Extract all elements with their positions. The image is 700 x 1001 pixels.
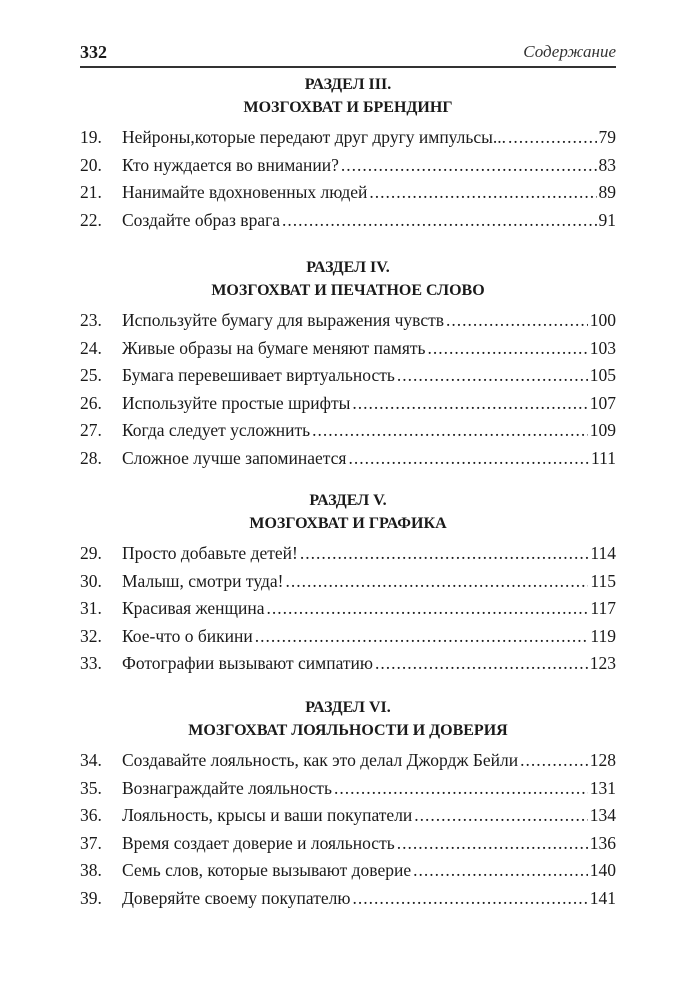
page-number: 332 [80, 42, 107, 62]
entry-page: 83 [598, 154, 616, 175]
entry-page: 115 [590, 570, 616, 591]
entry-page: 134 [589, 805, 616, 826]
entry-page: 136 [589, 832, 616, 853]
entry-page: 79 [598, 127, 616, 147]
section-title: МОЗГОХВАТ И ГРАФИКА [249, 515, 447, 532]
entry-number: 23. [80, 310, 102, 330]
toc-entry[interactable] [80, 393, 616, 421]
toc-entry[interactable] [80, 182, 616, 210]
entry-page: 141 [589, 887, 616, 908]
entry-title: Малыш, смотри туда! [122, 570, 284, 591]
entry-title: Вознаграждайте лояльность [122, 777, 332, 798]
dot-leader [352, 888, 587, 909]
entry-page: 103 [589, 337, 616, 358]
dot-leader [508, 127, 596, 148]
dot-leader [397, 365, 588, 386]
toc-entry[interactable] [80, 448, 616, 476]
entry-number: 32. [80, 625, 102, 646]
entry-page: 117 [590, 598, 616, 619]
entry-title: Семь слов, которые вызывают доверие [122, 860, 412, 881]
toc-section [80, 256, 616, 476]
entry-page: 89 [598, 182, 616, 203]
entry-page: 119 [590, 625, 616, 646]
dot-leader [352, 393, 587, 414]
section-title: МОЗГОХВАТ ЛОЯЛЬНОСТИ И ДОВЕРИЯ [188, 722, 508, 739]
entry-number: 24. [80, 337, 102, 358]
toc-section [80, 73, 616, 237]
toc-entry[interactable] [80, 805, 616, 833]
entry-number: 28. [80, 447, 102, 468]
entry-page: 91 [598, 209, 616, 230]
dot-leader [397, 833, 588, 854]
entry-title: Просто добавьте детей! [122, 543, 298, 563]
entry-page: 107 [589, 392, 616, 413]
entry-number: 25. [80, 365, 102, 386]
entry-number: 27. [80, 420, 102, 441]
toc-section [80, 489, 616, 681]
dot-leader [282, 210, 596, 231]
dot-leader [520, 750, 588, 771]
toc-entry[interactable] [80, 778, 616, 806]
entry-page: 105 [589, 365, 616, 386]
dot-leader [414, 805, 587, 826]
section-number: РАЗДЕЛ VI. [305, 699, 391, 716]
section-heading [80, 696, 616, 742]
entry-page: 140 [589, 860, 616, 881]
entry-number: 21. [80, 182, 102, 203]
entry-title: Время создает доверие и лояльность [122, 832, 395, 853]
toc-entry[interactable] [80, 127, 616, 155]
entry-title: Когда следует усложнить [122, 420, 311, 441]
toc-entry[interactable] [80, 543, 616, 571]
entry-page: 123 [589, 653, 616, 674]
toc-entry[interactable] [80, 860, 616, 888]
entry-number: 34. [80, 750, 102, 770]
toc-entry[interactable] [80, 420, 616, 448]
entry-title: Используйте бумагу для выражения чувств [122, 310, 445, 330]
entry-page: 114 [590, 543, 616, 563]
dot-leader [375, 653, 588, 674]
entry-number: 38. [80, 860, 102, 881]
entry-number: 39. [80, 887, 102, 908]
entry-title: Лояльность, крысы и ваши покупатели [122, 805, 413, 826]
dot-leader [341, 155, 597, 176]
section-heading [80, 489, 616, 535]
entry-title: Кое-что о бикини [122, 625, 253, 646]
section-heading [80, 73, 616, 119]
toc-entry[interactable] [80, 365, 616, 393]
running-title: Содержание [523, 42, 616, 61]
dot-leader [369, 182, 596, 203]
entry-page: 111 [591, 447, 616, 468]
dot-leader [312, 420, 588, 441]
entry-number: 33. [80, 653, 102, 674]
entry-page: 100 [589, 310, 616, 330]
dot-leader [300, 543, 589, 564]
dot-leader [255, 626, 589, 647]
entry-title: Сложное лучше запоминается [122, 447, 347, 468]
entry-title: Нанимайте вдохновенных людей [122, 182, 368, 203]
entry-number: 26. [80, 392, 102, 413]
entry-number: 29. [80, 543, 102, 563]
toc-entry[interactable] [80, 598, 616, 626]
entry-title: Красивая женщина [122, 598, 265, 619]
entry-page: 128 [589, 750, 616, 770]
toc-section [80, 696, 616, 916]
toc-entry[interactable] [80, 750, 616, 778]
entry-title: Создавайте лояльность, как это делал Джордж Бейли [122, 750, 519, 770]
section-heading [80, 256, 616, 302]
entry-title: Используйте простые шрифты [122, 392, 351, 413]
toc-entry[interactable] [80, 338, 616, 366]
dot-leader [334, 778, 588, 799]
section-number: РАЗДЕЛ V. [309, 492, 387, 509]
section-title: МОЗГОХВАТ И БРЕНДИНГ [243, 99, 453, 116]
dot-leader [446, 310, 588, 331]
entry-title: Бумага перевешивает виртуальность [122, 365, 395, 386]
section-title: МОЗГОХВАТ И ПЕЧАТНОЕ СЛОВО [211, 282, 485, 299]
dot-leader [348, 448, 589, 469]
entry-number: 30. [80, 570, 102, 591]
entry-title: Живые образы на бумаге меняют память [122, 337, 426, 358]
section-number: РАЗДЕЛ IV. [306, 259, 390, 276]
toc-entry[interactable] [80, 653, 616, 681]
toc-entry[interactable] [80, 888, 616, 916]
entry-title: Создайте образ врага [122, 209, 281, 230]
toc-entry[interactable] [80, 626, 616, 654]
entry-number: 20. [80, 154, 102, 175]
entry-page: 131 [589, 777, 616, 798]
entry-number: 31. [80, 598, 102, 619]
entry-title: Фотографии вызывают симпатию [122, 653, 373, 674]
entry-number: 37. [80, 832, 102, 853]
entry-title: Доверяйте своему покупателю [122, 887, 351, 908]
entry-number: 35. [80, 777, 102, 798]
toc-entry[interactable] [80, 571, 616, 599]
toc-entry[interactable] [80, 155, 616, 183]
toc-entry[interactable] [80, 310, 616, 338]
entry-number: 36. [80, 805, 102, 826]
entry-title: Нейроны,которые передают друг другу импульсы... [122, 127, 507, 147]
dot-leader [267, 598, 589, 619]
section-number: РАЗДЕЛ III. [304, 76, 392, 93]
entry-title: Кто нуждается во внимании? [122, 154, 339, 175]
toc-entry[interactable] [80, 833, 616, 861]
running-header [80, 40, 616, 68]
dot-leader [428, 338, 588, 359]
dot-leader [413, 860, 588, 881]
entry-page: 109 [589, 420, 616, 441]
toc-entry[interactable] [80, 210, 616, 238]
dot-leader [285, 571, 588, 592]
entry-number: 22. [80, 209, 102, 230]
entry-number: 19. [80, 127, 102, 147]
